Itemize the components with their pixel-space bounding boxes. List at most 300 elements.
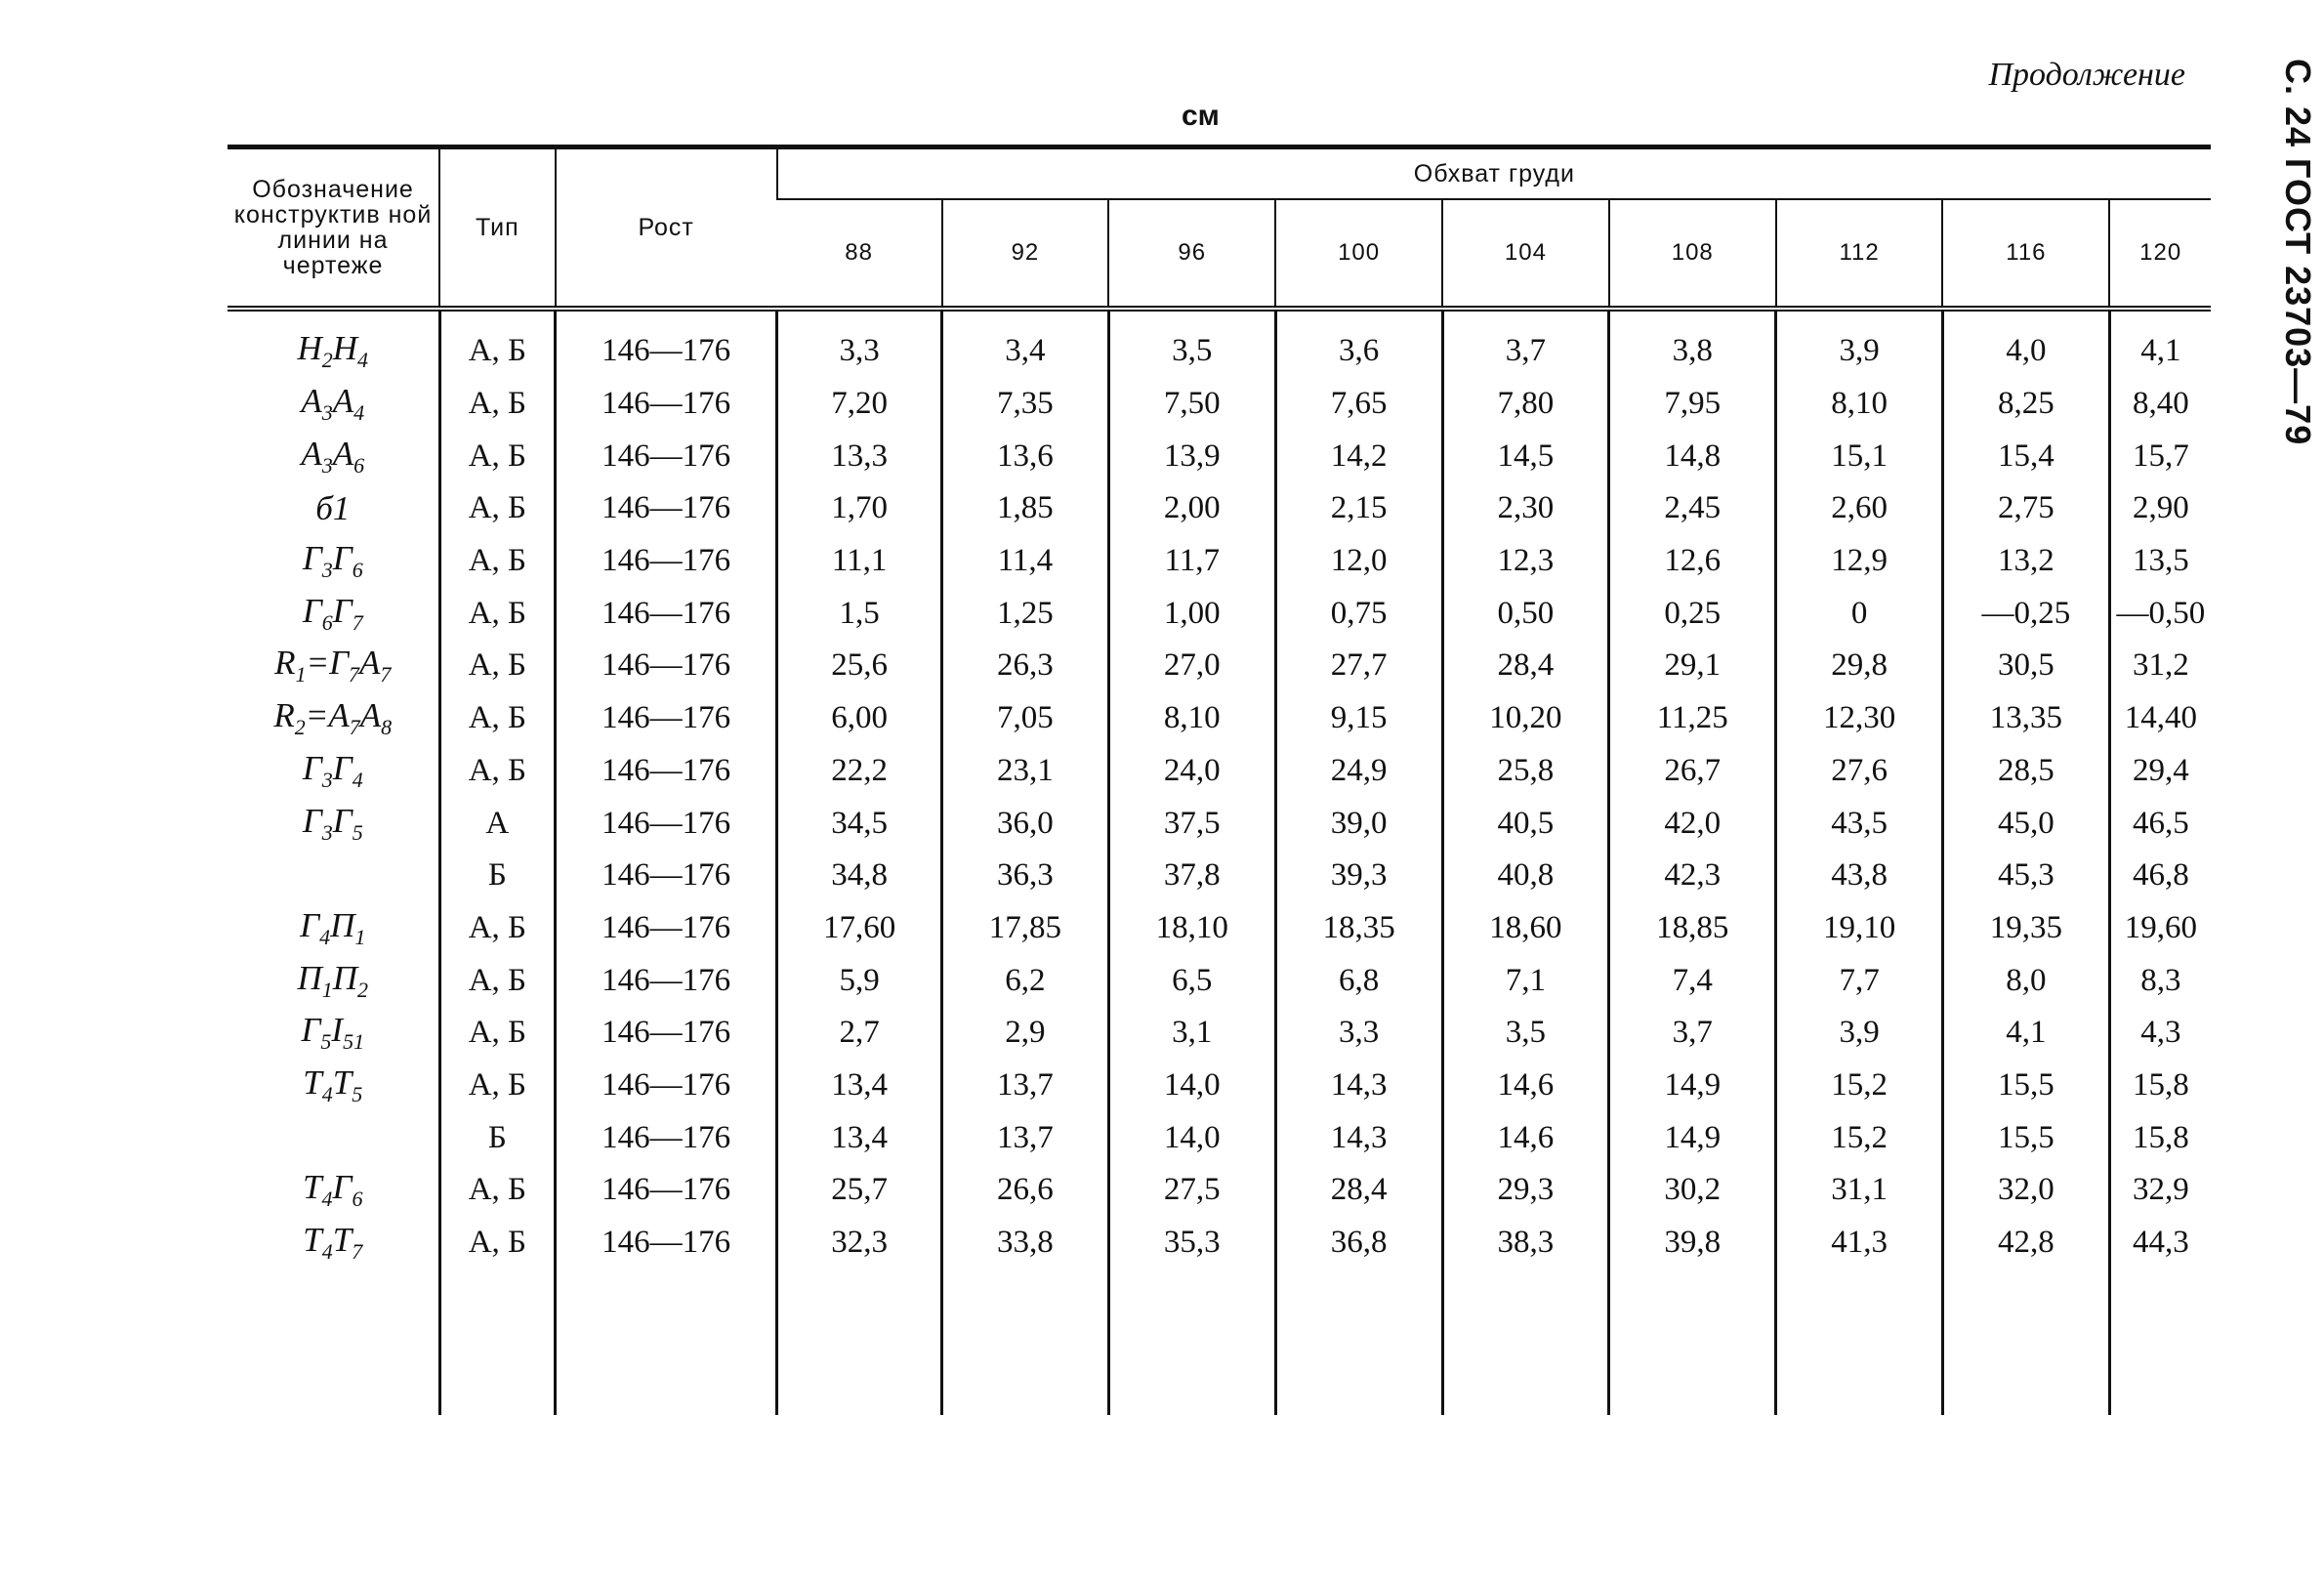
value-cell: 3,1 — [1108, 1007, 1275, 1060]
type-cell: А, Б — [439, 378, 556, 431]
continuation-label: Продолжение — [1988, 57, 2185, 93]
value-cell: 13,3 — [777, 430, 942, 482]
designation-letter: R — [274, 644, 296, 683]
value-cell: 25,6 — [777, 640, 942, 692]
designation-subscript: 3 — [321, 558, 333, 583]
table-row — [228, 1007, 2211, 1060]
table-row — [228, 325, 2211, 378]
value-cell: 2,15 — [1275, 482, 1442, 535]
spacer-cell — [1275, 309, 1442, 325]
value-cell: 2,00 — [1108, 482, 1275, 535]
value-cell: 13,2 — [1942, 535, 2109, 588]
table-row — [228, 640, 2211, 692]
designation-letter: Т — [303, 1221, 322, 1260]
table-row — [228, 954, 2211, 1007]
size-header: 108 — [1609, 199, 1776, 309]
designation-cell — [228, 430, 439, 482]
height-cell: 146—176 — [556, 325, 777, 378]
spacer-cell — [228, 1269, 439, 1415]
value-cell: 37,8 — [1108, 850, 1275, 902]
designation-subscript: 7 — [352, 609, 363, 635]
value-cell: 24,0 — [1108, 745, 1275, 798]
value-cell: 30,5 — [1942, 640, 2109, 692]
value-cell: 3,8 — [1609, 325, 1776, 378]
value-cell: 40,5 — [1442, 797, 1609, 850]
value-cell: 13,7 — [942, 1111, 1109, 1164]
designation-cell — [228, 797, 439, 850]
value-cell: 7,65 — [1275, 378, 1442, 431]
size-header: 112 — [1776, 199, 1943, 309]
value-cell: 2,45 — [1609, 482, 1776, 535]
value-cell: 12,3 — [1442, 535, 1609, 588]
value-cell: 37,5 — [1108, 797, 1275, 850]
value-cell: 6,2 — [942, 954, 1109, 1007]
designation-letter: Г — [332, 748, 353, 787]
table-row — [228, 535, 2211, 588]
designation-letter: Г — [302, 801, 322, 840]
designation-subscript: 3 — [321, 767, 333, 792]
height-cell: 146—176 — [556, 378, 777, 431]
value-cell: 26,6 — [942, 1164, 1109, 1217]
value-cell: 8,0 — [1942, 954, 2109, 1007]
value-cell: 34,5 — [777, 797, 942, 850]
value-cell: 13,35 — [1942, 692, 2109, 745]
designation-subscript: 7 — [349, 715, 360, 740]
spacer-cell — [1108, 1269, 1275, 1415]
type-cell: А, Б — [439, 745, 556, 798]
designation-cell — [228, 535, 439, 588]
header-designation: Обозначение конструктив ной линии на чертеже — [233, 175, 433, 280]
value-cell: 3,7 — [1442, 325, 1609, 378]
spacer-cell — [2109, 1269, 2211, 1415]
type-cell: А, Б — [439, 1164, 556, 1217]
value-cell: 14,9 — [1609, 1111, 1776, 1164]
value-cell: 28,5 — [1942, 745, 2109, 798]
value-cell: 41,3 — [1776, 1217, 1943, 1270]
spacer-cell — [556, 1269, 777, 1415]
value-cell: 28,4 — [1442, 640, 1609, 692]
measurement-table — [228, 145, 2211, 1415]
value-cell: 32,0 — [1942, 1164, 2109, 1217]
value-cell: 30,2 — [1609, 1164, 1776, 1217]
designation-subscript: 4 — [319, 924, 331, 949]
designation-letter: А — [359, 696, 382, 735]
designation-cell — [228, 745, 439, 798]
value-cell: 1,00 — [1108, 587, 1275, 640]
value-cell: 42,3 — [1609, 850, 1776, 902]
designation-cell — [228, 640, 439, 692]
designation-subscript: 4 — [321, 1081, 333, 1106]
designation-letter: =А — [305, 696, 350, 735]
type-cell: А, Б — [439, 325, 556, 378]
value-cell: 7,35 — [942, 378, 1109, 431]
value-cell: 14,9 — [1609, 1060, 1776, 1112]
designation-letter: А — [301, 382, 322, 421]
table-row — [228, 797, 2211, 850]
value-cell: 13,4 — [777, 1060, 942, 1112]
value-cell: 3,5 — [1108, 325, 1275, 378]
value-cell: 46,8 — [2109, 850, 2211, 902]
value-cell: 27,6 — [1776, 745, 1943, 798]
designation-letter: Г — [332, 1168, 353, 1207]
designation-letter: Г — [300, 905, 320, 944]
designation-subscript: 4 — [353, 400, 365, 426]
value-cell: 38,3 — [1442, 1217, 1609, 1270]
value-cell: 3,3 — [777, 325, 942, 378]
designation-subscript: 7 — [349, 662, 360, 687]
height-cell: 146—176 — [556, 1111, 777, 1164]
height-cell: 146—176 — [556, 692, 777, 745]
value-cell: 2,90 — [2109, 482, 2211, 535]
value-cell: 24,9 — [1275, 745, 1442, 798]
height-cell: 146—176 — [556, 430, 777, 482]
designation-subscript: 3 — [321, 819, 333, 845]
unit-label: см — [1182, 100, 1220, 132]
value-cell: 7,20 — [777, 378, 942, 431]
value-cell: 42,8 — [1942, 1217, 2109, 1270]
value-cell: 14,5 — [1442, 430, 1609, 482]
value-cell: 4,3 — [2109, 1007, 2211, 1060]
value-cell: 3,4 — [942, 325, 1109, 378]
value-cell: —0,25 — [1942, 587, 2109, 640]
value-cell: 11,4 — [942, 535, 1109, 588]
value-cell: 9,15 — [1275, 692, 1442, 745]
height-cell: 146—176 — [556, 535, 777, 588]
value-cell: 7,80 — [1442, 378, 1609, 431]
spacer-cell — [228, 309, 439, 325]
height-cell: 146—176 — [556, 954, 777, 1007]
designation-subscript: 4 — [321, 1187, 333, 1212]
value-cell: 12,30 — [1776, 692, 1943, 745]
type-cell: А, Б — [439, 692, 556, 745]
type-cell: А, Б — [439, 535, 556, 588]
value-cell: 3,9 — [1776, 325, 1943, 378]
value-cell: 14,6 — [1442, 1060, 1609, 1112]
value-cell: 14,8 — [1609, 430, 1776, 482]
table-row — [228, 587, 2211, 640]
designation-letter: Т — [332, 1221, 353, 1260]
designation-cell — [228, 850, 439, 902]
value-cell: 5,9 — [777, 954, 942, 1007]
designation-cell — [228, 902, 439, 955]
value-cell: 13,4 — [777, 1111, 942, 1164]
designation-subscript: 1 — [321, 977, 333, 1002]
value-cell: 13,6 — [942, 430, 1109, 482]
designation-subscript: 6 — [321, 609, 333, 635]
table-row — [228, 1164, 2211, 1217]
value-cell: 3,5 — [1442, 1007, 1609, 1060]
designation-cell — [228, 692, 439, 745]
designation-letter: А — [332, 382, 354, 421]
designation-cell — [228, 482, 439, 535]
size-header: 96 — [1108, 199, 1275, 309]
type-cell: А, Б — [439, 587, 556, 640]
designation-subscript: 1 — [354, 924, 366, 949]
value-cell: 19,60 — [2109, 902, 2211, 955]
value-cell: 15,2 — [1776, 1111, 1943, 1164]
value-cell: 2,75 — [1942, 482, 2109, 535]
value-cell: 2,9 — [942, 1007, 1109, 1060]
value-cell: 2,7 — [777, 1007, 942, 1060]
designation-letter: Г — [302, 539, 322, 578]
table-row — [228, 1111, 2211, 1164]
value-cell: 7,95 — [1609, 378, 1776, 431]
value-cell: 45,3 — [1942, 850, 2109, 902]
spacer-cell — [1442, 309, 1609, 325]
value-cell: 14,3 — [1275, 1060, 1442, 1112]
type-cell: А, Б — [439, 1060, 556, 1112]
type-cell: А, Б — [439, 430, 556, 482]
table-row — [228, 745, 2211, 798]
designation-letter: П — [297, 958, 322, 997]
height-cell: 146—176 — [556, 1007, 777, 1060]
spacer-cell — [1942, 1269, 2109, 1415]
designation-subscript: 6 — [352, 558, 363, 583]
table-row — [228, 482, 2211, 535]
value-cell: 27,7 — [1275, 640, 1442, 692]
value-cell: 27,0 — [1108, 640, 1275, 692]
designation-letter: Г — [301, 1011, 321, 1050]
value-cell: 39,0 — [1275, 797, 1442, 850]
designation-subscript: 4 — [352, 767, 363, 792]
value-cell: 2,30 — [1442, 482, 1609, 535]
value-cell: 14,0 — [1108, 1060, 1275, 1112]
value-cell: 0,75 — [1275, 587, 1442, 640]
designation-subscript: 7 — [352, 1239, 363, 1265]
value-cell: 18,85 — [1609, 902, 1776, 955]
designation-letter: А — [301, 434, 322, 473]
spacer-row — [228, 309, 2211, 325]
value-cell: 15,5 — [1942, 1060, 2109, 1112]
designation-subscript: 51 — [343, 1029, 365, 1055]
value-cell: 1,5 — [777, 587, 942, 640]
value-cell: 36,0 — [942, 797, 1109, 850]
value-cell: 39,8 — [1609, 1217, 1776, 1270]
value-cell: 15,2 — [1776, 1060, 1943, 1112]
designation-letter: Г — [302, 591, 322, 630]
value-cell: 7,05 — [942, 692, 1109, 745]
spacer-cell — [1442, 1269, 1609, 1415]
value-cell: 36,8 — [1275, 1217, 1442, 1270]
value-cell: 13,7 — [942, 1060, 1109, 1112]
type-cell: А, Б — [439, 1217, 556, 1270]
spacer-cell — [439, 1269, 556, 1415]
designation-letter: Г — [332, 539, 353, 578]
value-cell: 31,1 — [1776, 1164, 1943, 1217]
value-cell: 14,2 — [1275, 430, 1442, 482]
designation-letter: =Г — [306, 644, 350, 683]
designation-letter: Г — [332, 801, 353, 840]
table-row — [228, 1217, 2211, 1270]
designation-letter: Т — [303, 1168, 322, 1207]
spacer-cell — [2109, 309, 2211, 325]
value-cell: 32,9 — [2109, 1164, 2211, 1217]
designation-subscript: 3 — [321, 452, 333, 478]
designation-subscript: 5 — [320, 1029, 332, 1055]
value-cell: 22,2 — [777, 745, 942, 798]
height-cell: 146—176 — [556, 850, 777, 902]
value-cell: 4,0 — [1942, 325, 2109, 378]
value-cell: 13,9 — [1108, 430, 1275, 482]
designation-letter: б1 — [315, 488, 351, 527]
designation-cell — [228, 378, 439, 431]
designation-subscript: 2 — [357, 977, 369, 1002]
value-cell: 29,4 — [2109, 745, 2211, 798]
value-cell: 15,8 — [2109, 1060, 2211, 1112]
designation-letter: Г — [332, 591, 353, 630]
value-cell: 8,10 — [1776, 378, 1943, 431]
document-side-label — [2275, 59, 2324, 469]
value-cell: 45,0 — [1942, 797, 2109, 850]
height-cell: 146—176 — [556, 1060, 777, 1112]
height-cell: 146—176 — [556, 587, 777, 640]
value-cell: 4,1 — [2109, 325, 2211, 378]
value-cell: 1,85 — [942, 482, 1109, 535]
value-cell: 1,70 — [777, 482, 942, 535]
type-cell: А, Б — [439, 1007, 556, 1060]
designation-cell — [228, 1111, 439, 1164]
value-cell: 27,5 — [1108, 1164, 1275, 1217]
value-cell: 44,3 — [2109, 1217, 2211, 1270]
value-cell: 18,35 — [1275, 902, 1442, 955]
designation-letter: Г — [302, 748, 322, 787]
spacer-row — [228, 1269, 2211, 1415]
value-cell: 14,40 — [2109, 692, 2211, 745]
value-cell: 6,8 — [1275, 954, 1442, 1007]
value-cell: 11,7 — [1108, 535, 1275, 588]
spacer-cell — [556, 309, 777, 325]
table-row — [228, 378, 2211, 431]
height-cell: 146—176 — [556, 745, 777, 798]
size-header: 120 — [2109, 199, 2211, 309]
size-header: 88 — [845, 239, 873, 267]
value-cell: 7,4 — [1609, 954, 1776, 1007]
designation-subscript: 4 — [357, 348, 369, 373]
value-cell: 4,1 — [1942, 1007, 2109, 1060]
table-row — [228, 692, 2211, 745]
designation-letter: Н — [332, 329, 358, 368]
designation-letter: А — [359, 644, 381, 683]
value-cell: 7,7 — [1776, 954, 1943, 1007]
type-cell: А, Б — [439, 640, 556, 692]
designation-cell — [228, 587, 439, 640]
size-header: 100 — [1275, 199, 1442, 309]
value-cell: 11,25 — [1609, 692, 1776, 745]
table-row — [228, 850, 2211, 902]
designation-subscript: 4 — [321, 1239, 333, 1265]
value-cell: 19,35 — [1942, 902, 2109, 955]
designation-letter: I — [331, 1011, 344, 1050]
designation-subscript: 2 — [294, 715, 306, 740]
designation-letter: П — [330, 905, 355, 944]
spacer-cell — [1108, 309, 1275, 325]
value-cell: 17,85 — [942, 902, 1109, 955]
value-cell: 15,7 — [2109, 430, 2211, 482]
value-cell: 40,8 — [1442, 850, 1609, 902]
header-height: Рост — [556, 147, 777, 310]
value-cell: 13,5 — [2109, 535, 2211, 588]
value-cell: 6,00 — [777, 692, 942, 745]
designation-letter: Н — [297, 329, 322, 368]
value-cell: 7,50 — [1108, 378, 1275, 431]
table-row — [228, 902, 2211, 955]
value-cell: 15,4 — [1942, 430, 2109, 482]
value-cell: 12,0 — [1275, 535, 1442, 588]
value-cell: 3,9 — [1776, 1007, 1943, 1060]
value-cell: 23,1 — [942, 745, 1109, 798]
designation-subscript: 6 — [353, 452, 365, 478]
value-cell: 12,6 — [1609, 535, 1776, 588]
height-cell: 146—176 — [556, 797, 777, 850]
size-header: 116 — [1942, 199, 2109, 309]
value-cell: 3,3 — [1275, 1007, 1442, 1060]
spacer-cell — [777, 309, 942, 325]
value-cell: 8,25 — [1942, 378, 2109, 431]
height-cell: 146—176 — [556, 1217, 777, 1270]
type-cell: А, Б — [439, 482, 556, 535]
height-cell: 146—176 — [556, 640, 777, 692]
spacer-cell — [942, 1269, 1109, 1415]
value-cell: 14,6 — [1442, 1111, 1609, 1164]
value-cell: 8,3 — [2109, 954, 2211, 1007]
value-cell: 32,3 — [777, 1217, 942, 1270]
designation-subscript: 3 — [321, 400, 333, 426]
value-cell: 43,5 — [1776, 797, 1943, 850]
height-cell: 146—176 — [556, 482, 777, 535]
table-header — [228, 147, 2211, 310]
value-cell: 10,20 — [1442, 692, 1609, 745]
value-cell: 29,8 — [1776, 640, 1943, 692]
value-cell: 25,8 — [1442, 745, 1609, 798]
designation-letter: R — [273, 696, 295, 735]
value-cell: 34,8 — [777, 850, 942, 902]
value-cell: 3,7 — [1609, 1007, 1776, 1060]
value-cell: 26,7 — [1609, 745, 1776, 798]
value-cell: 3,6 — [1275, 325, 1442, 378]
designation-subscript: 6 — [352, 1187, 363, 1212]
value-cell: 14,3 — [1275, 1111, 1442, 1164]
header-type: Тип — [439, 147, 556, 310]
value-cell: 35,3 — [1108, 1217, 1275, 1270]
table-row — [228, 430, 2211, 482]
size-header: 92 — [942, 199, 1109, 309]
designation-subscript: 2 — [321, 348, 333, 373]
header-chest-group: Обхват груди — [777, 147, 2211, 200]
designation-subscript: 8 — [381, 715, 393, 740]
table-body — [228, 309, 2211, 1415]
value-cell: 18,10 — [1108, 902, 1275, 955]
height-cell: 146—176 — [556, 902, 777, 955]
value-cell: 19,10 — [1776, 902, 1943, 955]
value-cell: 29,3 — [1442, 1164, 1609, 1217]
value-cell: 33,8 — [942, 1217, 1109, 1270]
value-cell: 28,4 — [1275, 1164, 1442, 1217]
value-cell: 14,0 — [1108, 1111, 1275, 1164]
value-cell: 25,7 — [777, 1164, 942, 1217]
value-cell: 8,10 — [1108, 692, 1275, 745]
designation-letter: Т — [332, 1062, 353, 1102]
side-label-text: С. 24 ГОСТ 23703—79 — [2278, 59, 2318, 446]
value-cell: 26,3 — [942, 640, 1109, 692]
spacer-cell — [1776, 309, 1943, 325]
value-cell: 46,5 — [2109, 797, 2211, 850]
value-cell: 39,3 — [1275, 850, 1442, 902]
value-cell: 6,5 — [1108, 954, 1275, 1007]
spacer-cell — [942, 309, 1109, 325]
value-cell: 17,60 — [777, 902, 942, 955]
type-cell: А — [439, 797, 556, 850]
spacer-cell — [439, 309, 556, 325]
